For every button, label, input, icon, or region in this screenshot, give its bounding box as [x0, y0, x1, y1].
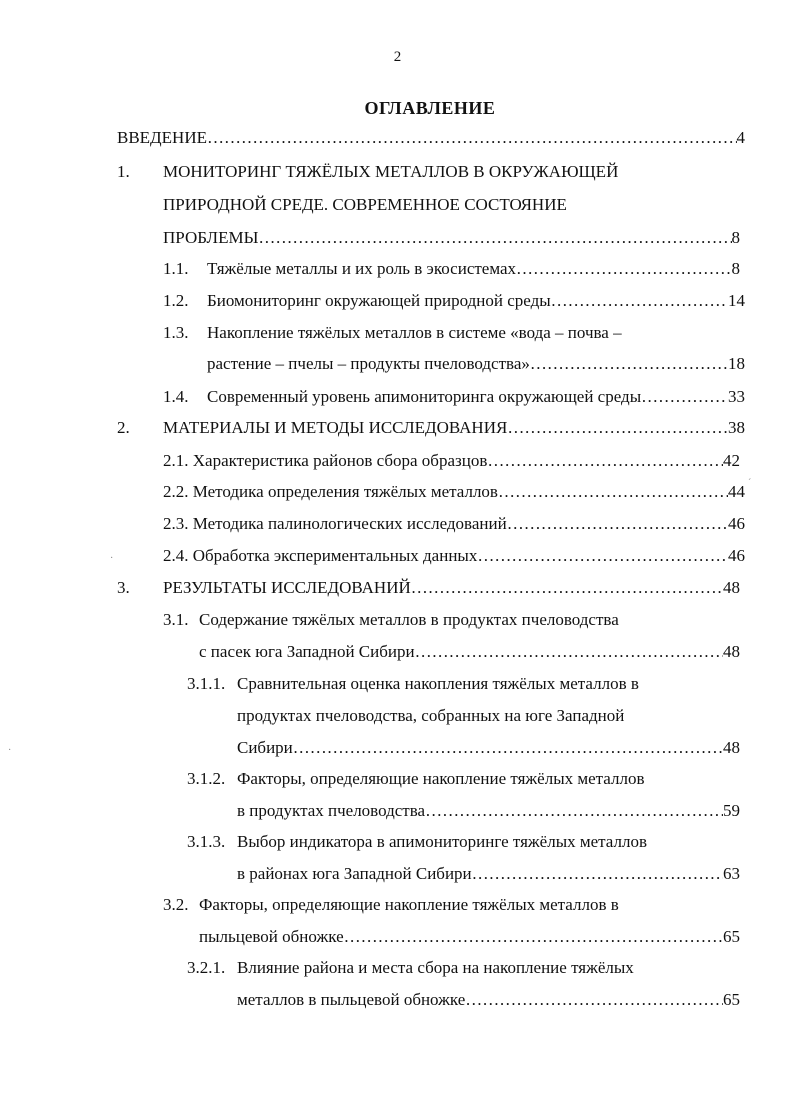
toc-entry-page: 4	[736, 128, 745, 147]
toc-entry-page: 63	[723, 864, 740, 883]
toc-entry-line: ПРИРОДНОЙ СРЕДЕ. СОВРЕМЕННОЕ СОСТОЯНИЕ	[163, 195, 567, 214]
toc-entry-line: с пасек юга Западной Сибири …………………………………………………………………………………………………………………………………………………… 48	[199, 640, 740, 664]
toc-entry-line: металлов в пыльцевой обножке …………………………………………………………………………………………………………………………………………………… 65	[237, 988, 740, 1012]
toc-entry-line: Факторы, определяющие накопление тяжёлых металлов в	[199, 895, 619, 914]
scan-speck: ˊ	[748, 478, 752, 489]
toc-entry-number: 3.1.3.	[187, 832, 226, 851]
toc-entry-number: 1.3.	[163, 323, 189, 342]
toc-entry-section-2-2: 2.2. Методика определения тяжёлых металлов …………………………………………………………………………………………………………………………………………………… 44	[163, 480, 745, 504]
toc-entry-number: 3.2.1.	[187, 958, 226, 977]
toc-entry-line: Накопление тяжёлых металлов в системе «вода – почва –	[207, 323, 622, 342]
toc-entry-section-1-4: Современный уровень апимониторинга окружающей среды …………………………………………………………………………………………………………………………………………………… 33	[207, 385, 745, 409]
toc-title: ОГЛАВЛЕНИЕ	[364, 98, 496, 118]
toc-entry-introduction	[117, 126, 745, 150]
toc-entry-chapter-2: МАТЕРИАЛЫ И МЕТОДЫ ИССЛЕДОВАНИЯ …………………………………………………………………………………………………………………………………………………… 38	[163, 416, 745, 440]
toc-entry-page: 65	[723, 990, 740, 1009]
toc-entry-section-1-1: Тяжёлые металлы и их роль в экосистемах …………………………………………………………………………………………………………………………………………………… 8	[207, 257, 740, 281]
toc-entry-section-2-3: 2.3. Методика палинологических исследований …………………………………………………………………………………………………………………………………………………… 46	[163, 512, 745, 536]
toc-entry-page: 8	[731, 259, 740, 278]
toc-entry-line: Содержание тяжёлых металлов в продуктах пчеловодства	[199, 610, 619, 629]
toc-entry-number: 3.2.	[163, 895, 189, 914]
toc-entry-line: в районах юга Западной Сибири …………………………………………………………………………………………………………………………………………………… 63	[237, 862, 740, 886]
toc-entry-line: в продуктах пчеловодства …………………………………………………………………………………………………………………………………………………… 59	[237, 799, 740, 823]
toc-entry-page: 59	[723, 801, 740, 820]
toc-entry-page: 48	[723, 738, 740, 757]
toc-entry-number: 3.1.1.	[187, 674, 226, 693]
toc-entry-page: 48	[723, 578, 740, 597]
toc-entry-page: 14	[728, 291, 745, 310]
toc-entry-number: 3.	[117, 578, 130, 597]
toc-entry-line: пыльцевой обножке …………………………………………………………………………………………………………………………………………………… 65	[199, 925, 740, 949]
toc-entry-line: продуктах пчеловодства, собранных на юге Западной	[237, 706, 625, 725]
toc-entry-text: ВВЕДЕНИЕ	[117, 128, 207, 147]
toc-entry-section-2-4: 2.4. Обработка экспериментальных данных …………………………………………………………………………………………………………………………………………………… 46	[163, 544, 745, 568]
toc-entry-line: растение – пчелы – продукты пчеловодства» …………………………………………………………………………………………………………………………………………………… 18	[207, 352, 745, 376]
toc-entry-line: Влияние района и места сбора на накопление тяжёлых	[237, 958, 634, 977]
toc-entry-page: 46	[728, 546, 745, 565]
toc-entry-page: 44	[728, 482, 745, 501]
toc-entry-page: 18	[728, 354, 745, 373]
toc-entry-number: 3.1.	[163, 610, 189, 629]
toc-entry-section-2-1: 2.1. Характеристика районов сбора образцов …………………………………………………………………………………………………………………………………………………… 42	[163, 449, 740, 473]
toc-entry-page: 8	[731, 228, 740, 247]
toc-entry-line: Сравнительная оценка накопления тяжёлых металлов в	[237, 674, 639, 693]
toc-entry-number: 1.1.	[163, 259, 189, 278]
toc-entry-page: 33	[728, 387, 745, 406]
toc-entry-chapter-3: РЕЗУЛЬТАТЫ ИССЛЕДОВАНИЙ …………………………………………………………………………………………………………………………………………………… 48	[163, 576, 740, 600]
toc-entry-line: Сибири …………………………………………………………………………………………………………………………………………………… 48	[237, 736, 740, 760]
page-number: 2	[393, 49, 402, 65]
toc-entry-line: Факторы, определяющие накопление тяжёлых металлов	[237, 769, 645, 788]
toc-entry-number: 2.	[117, 418, 130, 437]
scan-speck: ·	[8, 745, 12, 756]
toc-entry-number: 1.	[117, 162, 130, 181]
toc-entry-page: 42	[723, 451, 740, 470]
toc-entry-number: 1.4.	[163, 387, 189, 406]
toc-entry-page: 48	[723, 642, 740, 661]
scan-speck: ·	[110, 553, 114, 564]
toc-entry-line: ПРОБЛЕМЫ …………………………………………………………………………………………………………………………………………………… 8	[163, 226, 740, 250]
toc-entry-number: 3.1.2.	[187, 769, 226, 788]
toc-entry-line: Выбор индикатора в апимониторинге тяжёлых металлов	[237, 832, 648, 851]
toc-entry-number: 1.2.	[163, 291, 189, 310]
toc-entry-section-1-2: Биомониторинг окружающей природной среды …………………………………………………………………………………………………………………………………………………… 14	[207, 289, 745, 313]
toc-entry-page: 46	[728, 514, 745, 533]
toc-entry-page: 65	[723, 927, 740, 946]
toc-entry-line: МОНИТОРИНГ ТЯЖЁЛЫХ МЕТАЛЛОВ В ОКРУЖАЮЩЕЙ	[163, 162, 619, 181]
toc-entry-page: 38	[728, 418, 745, 437]
